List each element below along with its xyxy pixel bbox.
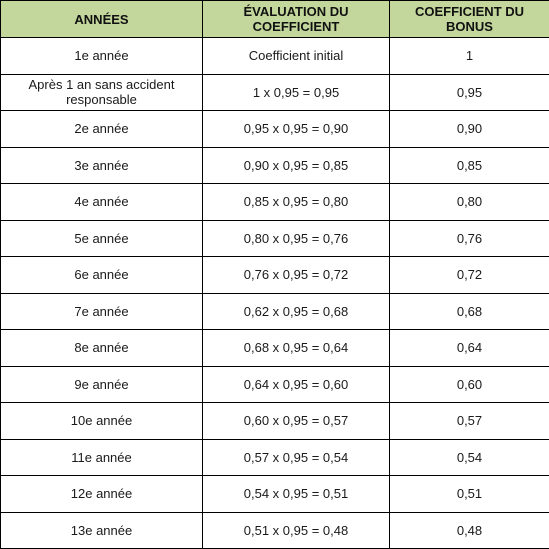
table-row [1, 476, 549, 513]
cell-bonus: 1 [390, 38, 549, 75]
cell-evaluation: 0,80 x 0,95 = 0,76 [203, 220, 390, 257]
cell-bonus: 0,60 [390, 366, 549, 403]
header-row [1, 1, 549, 38]
cell-bonus: 0,95 [390, 74, 549, 111]
cell-annee: 8e année [1, 330, 203, 367]
table-row [1, 38, 549, 75]
cell-evaluation: 0,54 x 0,95 = 0,51 [203, 476, 390, 513]
cell-evaluation: 0,51 x 0,95 = 0,48 [203, 512, 390, 549]
header-evaluation-coefficient: ÉVALUATION DU COEFFICIENT [203, 1, 390, 38]
header-coefficient-bonus: COEFFICIENT DU BONUS [390, 1, 549, 38]
cell-bonus: 0,51 [390, 476, 549, 513]
cell-annee: 11e année [1, 439, 203, 476]
cell-bonus: 0,80 [390, 184, 549, 221]
cell-annee: 5e année [1, 220, 203, 257]
cell-evaluation: 0,68 x 0,95 = 0,64 [203, 330, 390, 367]
cell-evaluation: 0,76 x 0,95 = 0,72 [203, 257, 390, 294]
header-annees: ANNÉES [1, 1, 203, 38]
table-row [1, 366, 549, 403]
cell-annee: 9e année [1, 366, 203, 403]
cell-bonus: 0,48 [390, 512, 549, 549]
cell-evaluation: Coefficient initial [203, 38, 390, 75]
cell-evaluation: 0,95 x 0,95 = 0,90 [203, 111, 390, 148]
cell-bonus: 0,76 [390, 220, 549, 257]
cell-annee: 10e année [1, 403, 203, 440]
cell-evaluation: 1 x 0,95 = 0,95 [203, 74, 390, 111]
table-row [1, 293, 549, 330]
cell-evaluation: 0,64 x 0,95 = 0,60 [203, 366, 390, 403]
cell-evaluation: 0,60 x 0,95 = 0,57 [203, 403, 390, 440]
cell-bonus: 0,90 [390, 111, 549, 148]
table-row [1, 184, 549, 221]
table-header [1, 1, 549, 38]
cell-evaluation: 0,90 x 0,95 = 0,85 [203, 147, 390, 184]
cell-bonus: 0,72 [390, 257, 549, 294]
cell-bonus: 0,68 [390, 293, 549, 330]
cell-annee: 6e année [1, 257, 203, 294]
cell-annee: 13e année [1, 512, 203, 549]
table-row [1, 257, 549, 294]
table-row [1, 403, 549, 440]
cell-annee: 12e année [1, 476, 203, 513]
cell-annee: 7e année [1, 293, 203, 330]
table-row [1, 111, 549, 148]
table-row [1, 512, 549, 549]
table-row [1, 220, 549, 257]
table-row [1, 147, 549, 184]
table-row [1, 74, 549, 111]
cell-bonus: 0,85 [390, 147, 549, 184]
cell-annee: 3e année [1, 147, 203, 184]
cell-bonus: 0,57 [390, 403, 549, 440]
table-row [1, 439, 549, 476]
cell-evaluation: 0,57 x 0,95 = 0,54 [203, 439, 390, 476]
cell-evaluation: 0,85 x 0,95 = 0,80 [203, 184, 390, 221]
cell-annee: Après 1 an sans accident responsable [1, 74, 203, 111]
cell-bonus: 0,64 [390, 330, 549, 367]
cell-annee: 2e année [1, 111, 203, 148]
cell-bonus: 0,54 [390, 439, 549, 476]
table-row [1, 330, 549, 367]
table-body [1, 38, 549, 549]
cell-annee: 1e année [1, 38, 203, 75]
cell-annee: 4e année [1, 184, 203, 221]
cell-evaluation: 0,62 x 0,95 = 0,68 [203, 293, 390, 330]
